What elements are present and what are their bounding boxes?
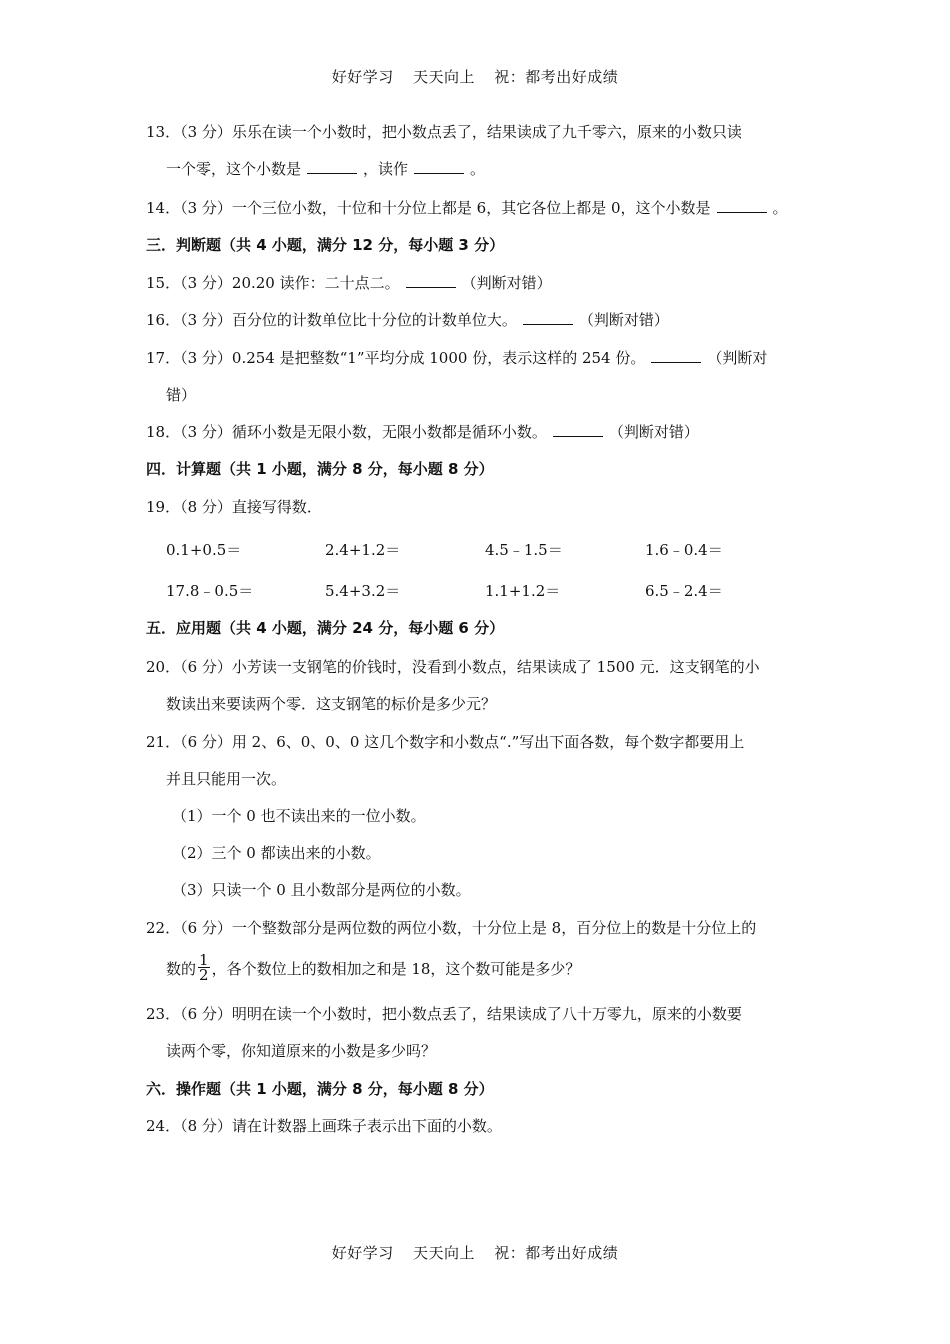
q21-sub-2: （2）三个 0 都读出来的小数。 [172,844,381,862]
q20-line2: 数读出来要读两个零．这支钢笔的标价是多少元？ [166,695,497,713]
question-22 [146,910,810,991]
q16-text: 16．（3 分）百分位的计数单位比十分位的计数单位大。 [146,311,517,329]
section-6-title: 六．操作题（共 1 小题，满分 8 分，每小题 8 分） [146,1080,494,1098]
q19-item: 1.6﹣0.4＝ [645,541,723,559]
question-15: 15．（3 分）20.20 读作：二十点二。 （判断对错） [146,274,552,292]
question-18: 18．（3 分）循环小数是无限小数，无限小数都是循环小数。 （判断对错） [146,423,699,441]
q13-blank-2[interactable] [414,159,464,174]
header-part2: 天天向上 [412,68,475,86]
q15-text: 15．（3 分）20.20 读作：二十点二。 [146,274,400,292]
q21-line2: 并且只能用一次。 [166,770,287,788]
question-23 [146,996,810,1070]
q21-line1: 21．（6 分）用 2、6、0、0、0 这几个数字和小数点“.”写出下面各数，每个数字都要用上 [146,733,745,751]
q17-blank[interactable] [651,348,701,363]
q19-item: 0.1+0.5＝ [166,541,242,559]
q17-text: 17．（3 分）0.254 是把整数“1”平均分成 1000 份，表示这样的 254 份。 [146,349,646,367]
q19-row-2 [166,580,806,610]
q23-line1: 23．（6 分）明明在读一个小数时，把小数点丢了，结果读成了八十万零九，原来的小数要 [146,1005,742,1023]
question-19: 19．（8 分）直接写得数． [146,498,322,516]
fraction-one-half: $\frac{1}{2}$ [199,950,209,984]
q19-row-1 [166,539,806,569]
q20-line1: 20．（6 分）小芳读一支钢笔的价钱时，没看到小数点，结果读成了 1500 元．这支钢笔的小 [146,658,760,676]
header-part1: 好好学习 [331,68,394,86]
q23-line2: 读两个零，你知道原来的小数是多少吗？ [166,1042,437,1060]
section-5-title: 五．应用题（共 4 小题，满分 24 分，每小题 6 分） [146,619,505,637]
q19-item: 4.5﹣1.5＝ [485,541,563,559]
q19-item: 1.1+1.2＝ [485,582,561,600]
question-24: 24．（8 分）请在计数器上画珠子表示出下面的小数。 [146,1117,502,1135]
q22-line1: 22．（6 分）一个整数部分是两位数的两位小数，十分位上是 8，百分位上的数是十分位上的 [146,919,757,937]
question-20 [146,649,810,723]
q21-sub-3: （3）只读一个 0 且小数部分是两位的小数。 [172,881,471,899]
q14-blank[interactable] [717,198,767,213]
footer-part2: 天天向上 [412,1244,475,1262]
q19-item: 5.4+3.2＝ [325,582,401,600]
q19-item: 17.8﹣0.5＝ [166,582,254,600]
q22-line2: 数的 $\frac{1}{2}$ ，各个数位上的数相加之和是 18，这个数可能是多少？ [166,950,581,984]
q19-item: 2.4+1.2＝ [325,541,401,559]
q16-blank[interactable] [523,310,573,325]
q13-line2: 一个零，这个小数是 ，读作 。 [166,160,486,178]
q17-line2: 错） [166,386,197,404]
question-16: 16．（3 分）百分位的计数单位比十分位的计数单位大。 （判断对错） [146,311,669,329]
page-header [0,66,950,87]
header-part3: 祝：都考出好成绩 [494,68,619,86]
section-3-title: 三．判断题（共 4 小题，满分 12 分，每小题 3 分） [146,236,505,254]
q14-text: 14．（3 分）一个三位小数，十位和十分位上都是 6，其它各位上都是 0，这个小数是 [146,199,711,217]
question-14: 14．（3 分）一个三位小数，十位和十分位上都是 6，其它各位上都是 0，这个小数是 。 [146,199,788,217]
footer-part1: 好好学习 [331,1244,394,1262]
question-21 [146,724,810,798]
question-17: 17．（3 分）0.254 是把整数“1”平均分成 1000 份，表示这样的 254 份。 （判断对 错） [146,340,810,414]
page-footer [0,1242,950,1263]
q13-blank-1[interactable] [307,159,357,174]
question-13 [146,114,810,188]
section-4-title: 四．计算题（共 1 小题，满分 8 分，每小题 8 分） [146,460,494,478]
q21-sub-1: （1）一个 0 也不读出来的一位小数。 [172,807,426,825]
q18-text: 18．（3 分）循环小数是无限小数，无限小数都是循环小数。 [146,423,547,441]
q15-blank[interactable] [406,273,456,288]
q18-blank[interactable] [553,422,603,437]
footer-part3: 祝：都考出好成绩 [494,1244,619,1262]
q19-item: 6.5﹣2.4＝ [645,582,723,600]
q13-line1: 13．（3 分）乐乐在读一个小数时，把小数点丢了，结果读成了九千零六，原来的小数只读 [146,123,742,141]
